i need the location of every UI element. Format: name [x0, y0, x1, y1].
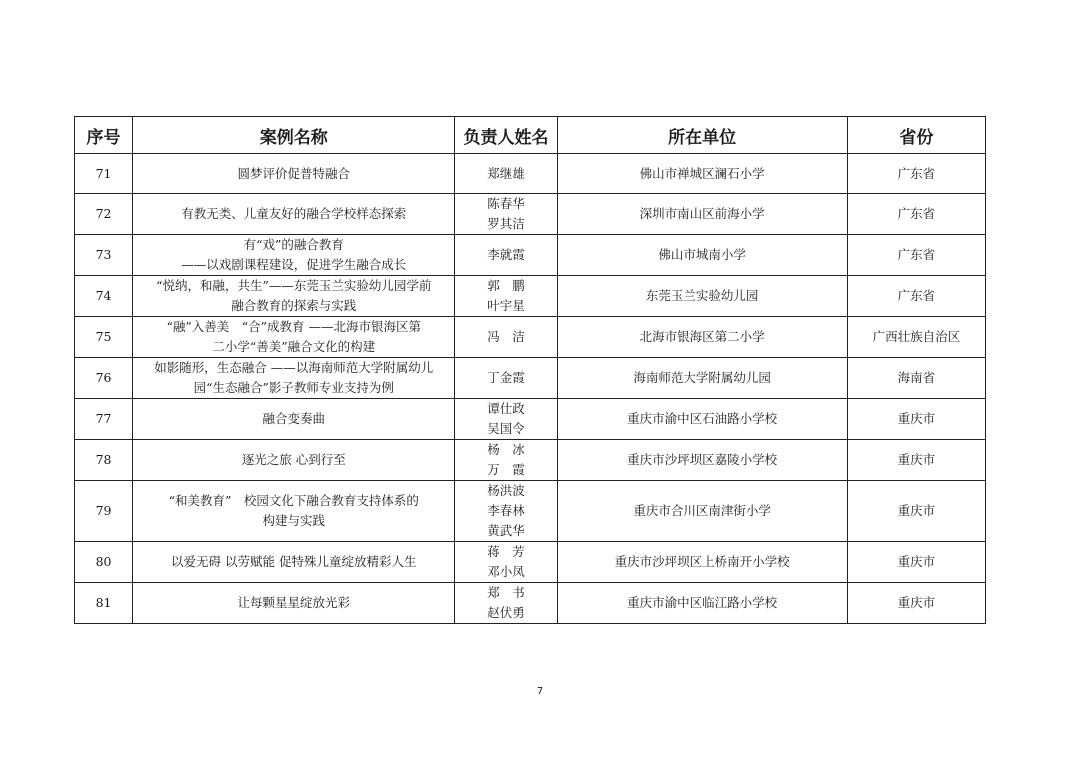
cell-unit: 重庆市沙坪坝区嘉陵小学校 [557, 440, 847, 481]
table-row [75, 317, 986, 358]
cell-unit: 重庆市合川区南津街小学 [557, 481, 847, 542]
cell-no: 77 [75, 399, 133, 440]
cell-no: 71 [75, 154, 133, 194]
cell-province: 重庆市 [847, 583, 985, 624]
case-name-line: “悦纳，和融，共生”——东莞玉兰实验幼儿园学前 [156, 278, 432, 293]
cell-no: 81 [75, 583, 133, 624]
person-name: 李就霞 [487, 247, 525, 262]
cell-person [455, 583, 557, 624]
cell-unit: 重庆市渝中区临江路小学校 [557, 583, 847, 624]
person-name: 罗其洁 [487, 216, 525, 231]
case-name-line: ——以戏剧课程建设，促进学生融合成长 [181, 257, 407, 272]
table-row [75, 154, 986, 194]
table-row [75, 235, 986, 276]
cell-person [455, 542, 557, 583]
case-name-line: 让每颗星星绽放光彩 [237, 595, 350, 610]
table-row [75, 276, 986, 317]
cell-case-name [133, 317, 455, 358]
cell-province: 广东省 [847, 276, 985, 317]
table-row [75, 583, 986, 624]
table-row [75, 358, 986, 399]
case-name-line: “和美教育” 校园文化下融合教育支持体系的 [168, 493, 419, 508]
person-name: 万 霞 [487, 462, 525, 477]
cell-no: 80 [75, 542, 133, 583]
cell-person [455, 276, 557, 317]
cell-unit: 佛山市城南小学 [557, 235, 847, 276]
cell-no: 72 [75, 194, 133, 235]
case-name-line: 逐光之旅 心到行至 [241, 452, 346, 467]
cell-unit: 重庆市渝中区石油路小学校 [557, 399, 847, 440]
table-header-row [75, 117, 986, 154]
cell-unit: 重庆市沙坪坝区上桥南开小学校 [557, 542, 847, 583]
person-name: 杨洪波 [487, 483, 525, 498]
person-name: 蒋 芳 [487, 544, 525, 559]
cell-no: 79 [75, 481, 133, 542]
cell-no: 78 [75, 440, 133, 481]
header-province: 省份 [847, 117, 985, 154]
table-row [75, 440, 986, 481]
cell-province: 重庆市 [847, 440, 985, 481]
person-name: 赵伏勇 [487, 605, 525, 620]
case-name-line: 融合变奏曲 [262, 411, 325, 426]
case-name-line: 以爱无碍 以劳赋能 促特殊儿童绽放精彩人生 [171, 554, 417, 569]
header-unit: 所在单位 [557, 117, 847, 154]
cell-unit: 东莞玉兰实验幼儿园 [557, 276, 847, 317]
case-name-line: 园“生态融合”影子教师专业支持为例 [193, 380, 394, 395]
person-name: 丁金霞 [487, 370, 525, 385]
header-case-name: 案例名称 [133, 117, 455, 154]
table-row [75, 542, 986, 583]
cell-case-name [133, 399, 455, 440]
person-name: 吴国令 [487, 421, 525, 436]
person-name: 陈春华 [487, 196, 525, 211]
case-name-line: “融”入善美 “合”成教育 ——北海市银海区第 [166, 319, 421, 334]
cell-unit: 海南师范大学附属幼儿园 [557, 358, 847, 399]
cell-person [455, 481, 557, 542]
case-name-line: 圆梦评价促普特融合 [237, 165, 350, 181]
cell-unit: 佛山市禅城区澜石小学 [557, 154, 847, 194]
cell-person [455, 358, 557, 399]
person-name: 叶宇星 [487, 298, 525, 313]
cell-case-name [133, 583, 455, 624]
person-name: 郑继雄 [487, 165, 525, 181]
cell-case-name [133, 481, 455, 542]
cell-province: 广东省 [847, 154, 985, 194]
page-number: 7 [536, 686, 544, 697]
cell-no: 74 [75, 276, 133, 317]
table-row [75, 194, 986, 235]
cell-person [455, 235, 557, 276]
cell-province: 重庆市 [847, 399, 985, 440]
cell-case-name [133, 542, 455, 583]
cell-no: 76 [75, 358, 133, 399]
case-name-line: 有教无类、儿童友好的融合学校样态探索 [181, 206, 407, 221]
case-name-line: 如影随形，生态融合 ——以海南师范大学附属幼儿 [154, 360, 434, 375]
person-name: 冯 洁 [487, 329, 525, 344]
cell-province: 海南省 [847, 358, 985, 399]
cell-person [455, 154, 557, 194]
cell-case-name [133, 235, 455, 276]
table-row [75, 399, 986, 440]
cell-person [455, 194, 557, 235]
cell-unit: 北海市银海区第二小学 [557, 317, 847, 358]
cell-province: 重庆市 [847, 542, 985, 583]
header-no: 序号 [75, 117, 133, 154]
cell-no: 73 [75, 235, 133, 276]
person-name: 李春林 [487, 503, 525, 518]
cell-case-name [133, 358, 455, 399]
cell-person [455, 440, 557, 481]
cell-province: 广东省 [847, 194, 985, 235]
case-name-line: 融合教育的探索与实践 [231, 298, 357, 313]
table-body [75, 154, 986, 624]
cases-table [74, 116, 986, 624]
cell-unit: 深圳市南山区前海小学 [557, 194, 847, 235]
cell-case-name [133, 440, 455, 481]
cell-person [455, 399, 557, 440]
person-name: 黄武华 [487, 523, 525, 538]
cell-case-name [133, 154, 455, 194]
cell-case-name [133, 276, 455, 317]
person-name: 杨 冰 [487, 442, 525, 457]
case-name-line: 构建与实践 [262, 513, 325, 528]
table-row [75, 481, 986, 542]
person-name: 郭 鹏 [487, 278, 525, 293]
person-name: 谭仕政 [487, 401, 525, 416]
cell-province: 重庆市 [847, 481, 985, 542]
cell-province: 广西壮族自治区 [847, 317, 985, 358]
person-name: 邓小凤 [487, 564, 525, 579]
cell-province: 广东省 [847, 235, 985, 276]
cell-no: 75 [75, 317, 133, 358]
case-name-line: 有“戏”的融合教育 [243, 237, 344, 252]
case-name-line: 二小学“善美”融合文化的构建 [212, 339, 376, 354]
cell-person [455, 317, 557, 358]
cell-case-name [133, 194, 455, 235]
header-person: 负责人姓名 [455, 117, 557, 154]
person-name: 郑 书 [487, 585, 525, 600]
